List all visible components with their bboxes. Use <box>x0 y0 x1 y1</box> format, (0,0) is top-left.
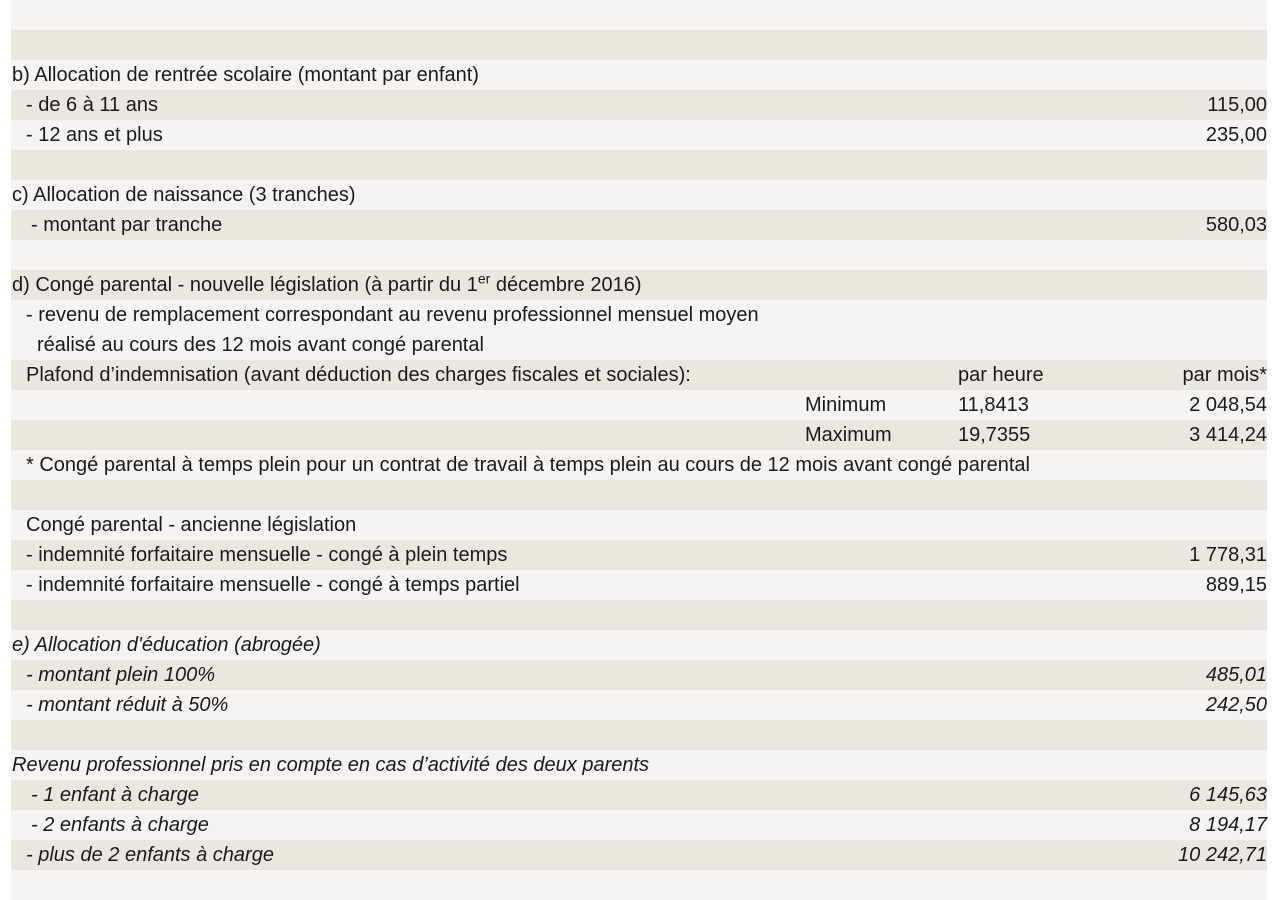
spacer-row <box>11 720 1267 750</box>
maximum-row <box>11 420 1267 450</box>
table-row <box>11 120 1267 150</box>
spacer-row <box>11 600 1267 630</box>
ceiling-header-row <box>11 360 1267 390</box>
row-label: - montant par tranche <box>31 214 223 236</box>
table-row <box>11 810 1267 840</box>
section-old-title: Congé parental - ancienne législation <box>26 514 357 536</box>
table-row <box>11 570 1267 600</box>
row-value: 580,03 <box>1205 214 1267 236</box>
row-label: - indemnité forfaitaire mensuelle - congé à temps partiel <box>26 574 520 596</box>
row-value: 8 194,17 <box>1189 814 1267 836</box>
row-label: - montant plein 100% <box>26 664 216 686</box>
row-label: - 12 ans et plus <box>26 124 163 146</box>
minimum-month-value: 2 048,54 <box>1189 394 1267 416</box>
description-line-1: - revenu de remplacement correspondant au revenu professionnel mensuel moyen <box>26 304 759 326</box>
row-value: 6 145,63 <box>1189 784 1267 806</box>
table-row <box>11 780 1267 810</box>
footnote: * Congé parental à temps plein pour un contrat de travail à temps plein au cours de 12 mois avant congé parental <box>26 454 1030 476</box>
section-d-title-text: d) Congé parental - nouvelle législation (à partir du 1 <box>12 274 478 296</box>
section-d-title-text-end: décembre 2016) <box>490 274 642 296</box>
section-d-title-sup: er <box>477 270 491 287</box>
section-income-title: Revenu professionnel pris en compte en cas d’activité des deux parents <box>12 754 650 776</box>
section-d-description-row <box>11 300 1267 360</box>
row-value: 1 778,31 <box>1189 544 1267 566</box>
section-d-title <box>12 270 642 300</box>
section-e-title-row <box>11 630 1267 660</box>
table-row <box>11 540 1267 570</box>
spacer-row <box>11 240 1267 270</box>
row-value: 10 242,71 <box>1178 844 1267 866</box>
row-value: 485,01 <box>1205 664 1267 686</box>
spacer-row <box>11 0 1267 30</box>
spacer-row <box>11 30 1267 60</box>
footnote-row <box>11 450 1267 480</box>
row-label: - 2 enfants à charge <box>31 814 209 836</box>
section-d-title-row <box>11 270 1267 300</box>
row-label: - indemnité forfaitaire mensuelle - congé à plein temps <box>26 544 508 566</box>
ceiling-label: Plafond d’indemnisation (avant déduction des charges fiscales et sociales): <box>26 364 691 386</box>
section-b-title: b) Allocation de rentrée scolaire (montant par enfant) <box>12 64 479 86</box>
table-row <box>11 210 1267 240</box>
row-label: - plus de 2 enfants à charge <box>26 844 274 866</box>
minimum-row <box>11 390 1267 420</box>
section-income-title-row <box>11 750 1267 780</box>
table-row <box>11 690 1267 720</box>
row-label: - de 6 à 11 ans <box>26 94 158 116</box>
table-row <box>11 660 1267 690</box>
section-b-title-row <box>11 60 1267 90</box>
section-c-title: c) Allocation de naissance (3 tranches) <box>12 184 356 206</box>
benefits-table <box>11 0 1267 900</box>
section-c-title-row <box>11 180 1267 210</box>
section-old-title-row <box>11 510 1267 540</box>
row-value: 235,00 <box>1205 124 1267 146</box>
spacer-row <box>11 870 1267 900</box>
row-value: 889,15 <box>1205 574 1267 596</box>
column-header-month: par mois* <box>1182 364 1267 386</box>
row-label: - 1 enfant à charge <box>31 784 199 806</box>
minimum-label: Minimum <box>805 394 887 416</box>
maximum-label: Maximum <box>805 424 892 446</box>
minimum-hour-value: 11,8413 <box>958 394 1029 416</box>
spacer-row <box>11 480 1267 510</box>
row-value: 242,50 <box>1205 694 1267 716</box>
table-row <box>11 840 1267 870</box>
maximum-hour-value: 19,7355 <box>958 424 1031 446</box>
spacer-row <box>11 150 1267 180</box>
row-label: - montant réduit à 50% <box>26 694 229 716</box>
row-value: 115,00 <box>1207 94 1267 116</box>
section-e-title: e) Allocation d'éducation (abrogée) <box>12 634 321 656</box>
column-header-hour: par heure <box>958 364 1044 386</box>
table-row <box>11 90 1267 120</box>
description-line-2: réalisé au cours des 12 mois avant congé parental <box>37 334 484 356</box>
maximum-month-value: 3 414,24 <box>1189 424 1267 446</box>
